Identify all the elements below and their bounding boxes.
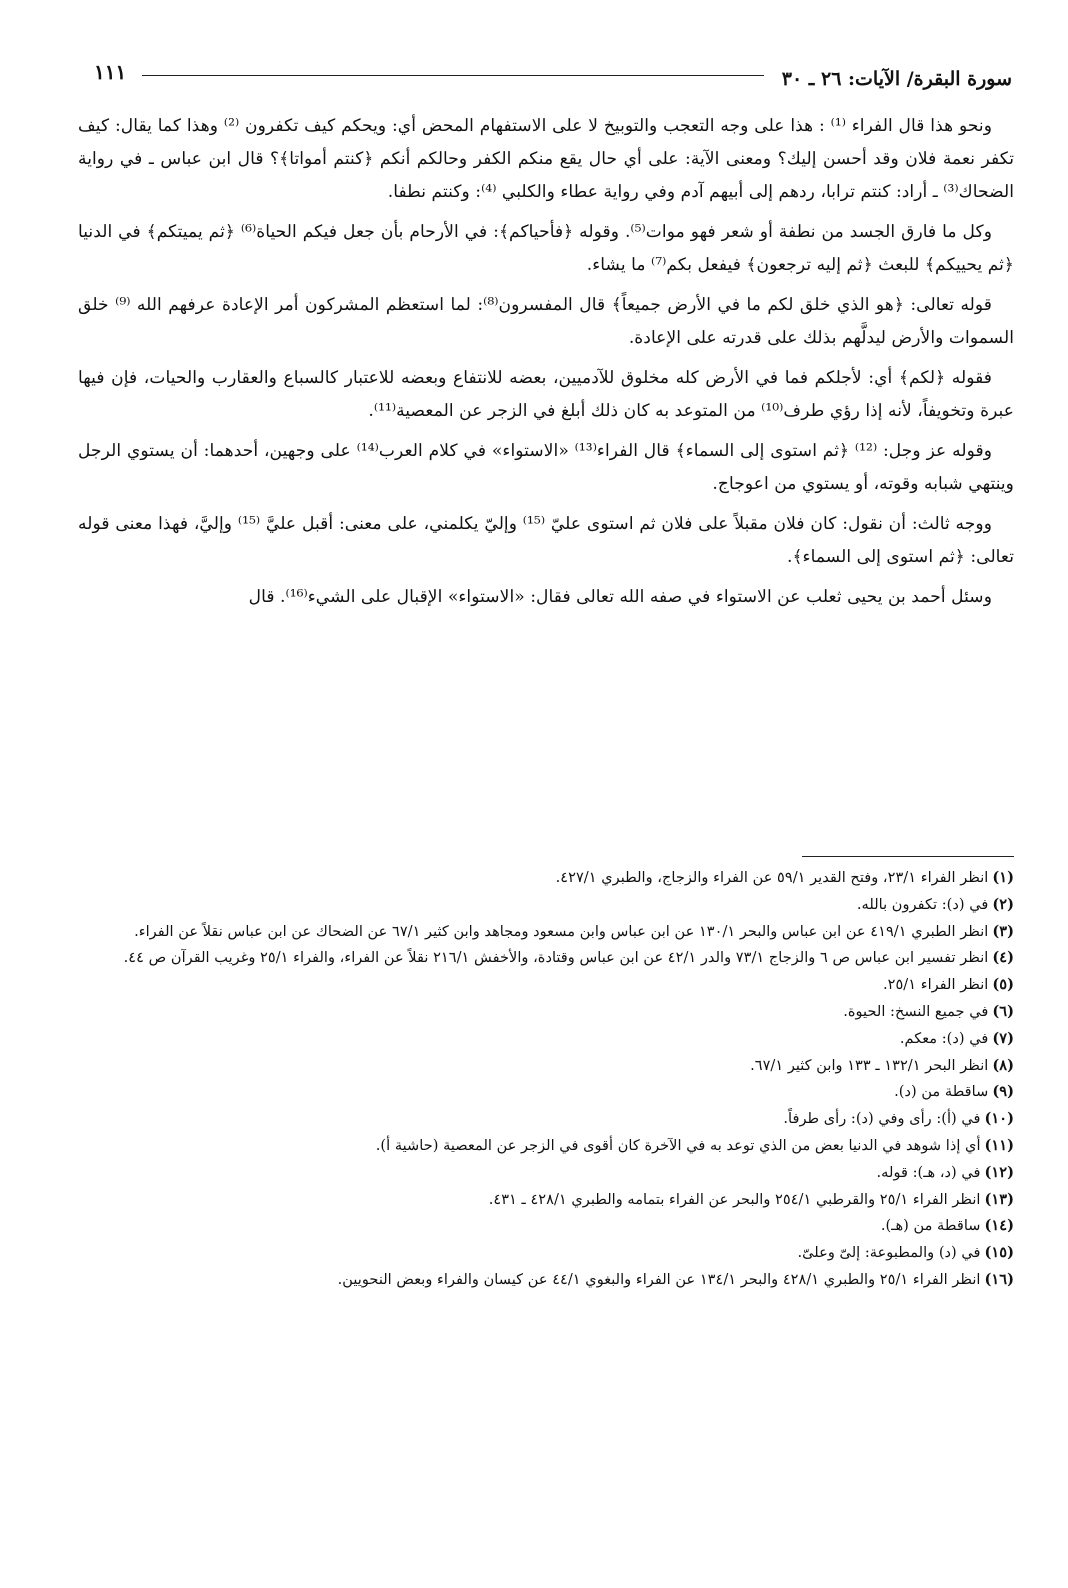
footnote-text: أي إذا شوهد في الدنيا بعض من الذي توعد به في الآخرة كان أقوى في الزجر عن المعصية (حاشية أ). xyxy=(375,1136,981,1154)
footnote xyxy=(78,1268,1014,1292)
footnote-number: (١٦) xyxy=(984,1270,1014,1288)
footnote-number: (٦) xyxy=(992,1002,1014,1020)
footnote-number: (٥) xyxy=(992,976,1014,994)
footnote xyxy=(78,920,1014,944)
footnote-number: (٢) xyxy=(992,895,1014,913)
footnote-text: انظر البحر ١٣٢/١ ـ ١٣٣ وابن كثير ٦٧/١. xyxy=(750,1056,989,1074)
footnote-text: انظر الفراء ٢٥/١. xyxy=(882,976,989,994)
footnote-number: (١٣) xyxy=(984,1190,1014,1208)
main-text xyxy=(78,110,1014,621)
footnote-text: ساقطة من (د). xyxy=(894,1083,989,1101)
footnote-text: في (أ): رأى وفي (د): رأى طرفاً. xyxy=(783,1110,981,1128)
footnote-text: انظر تفسير ابن عباس ص ٦ والزجاج ٧٣/١ والدر ٤٢/١ عن ابن عباس وقتادة، والأخفش ٢١٦/١ نقلاً عن الفراء، والفراء ٢٥/١ وغريب القرآن ص ٤٤. xyxy=(123,949,989,967)
footnote-separator xyxy=(802,856,1014,857)
footnote xyxy=(78,1188,1014,1212)
footnote xyxy=(78,893,1014,917)
paragraph: وسئل أحمد بن يحيى ثعلب عن الاستواء في صفه الله تعالى فقال: «الاستواء» الإقبال على الشيء⁽¹⁶⁾. قال xyxy=(248,587,992,607)
footnote xyxy=(78,1241,1014,1265)
footnote-number: (٣) xyxy=(992,922,1014,940)
footnote-number: (١٠) xyxy=(984,1110,1014,1128)
footnote xyxy=(78,866,1014,890)
footnote xyxy=(78,1080,1014,1104)
footnote xyxy=(78,1107,1014,1131)
footnote-text: انظر الفراء ٢٣/١، وفتح القدير ٥٩/١ عن الفراء والزجاج، والطبري ٤٢٧/١. xyxy=(555,869,989,886)
footnote-number: (٩) xyxy=(992,1083,1014,1101)
page-number: ١١١ xyxy=(94,60,127,84)
footnote-text: انظر الطبري ٤١٩/١ عن ابن عباس والبحر ١٣٠/١ عن ابن عباس وابن مسعود ومجاهد وابن كثير ٦٧/١ عن الضحاك عن ابن عباس نقلاً عن الفراء. xyxy=(134,922,989,940)
header-rule xyxy=(142,75,764,76)
footnote xyxy=(78,973,1014,997)
footnote xyxy=(78,1027,1014,1051)
paragraph: ووجه ثالث: أن نقول: كان فلان مقبلاً على فلان ثم استوى عليّ ⁽¹⁵⁾ وإليّ يكلمني، على معنى: أقبل عليَّ ⁽¹⁵⁾ وإليَّ، فهذا معنى قوله تعالى: ﴿ثم استوى إلى السماء﴾. xyxy=(78,514,1014,567)
footnote-number: (١١) xyxy=(984,1136,1014,1154)
footnote-number: (١) xyxy=(992,869,1014,886)
footnote-number: (١٥) xyxy=(984,1244,1014,1262)
footnotes xyxy=(78,866,1014,1295)
running-title: سورة البقرة/ الآيات: ٢٦ ـ ٣٠ xyxy=(781,68,1012,90)
footnote xyxy=(78,1054,1014,1078)
footnote xyxy=(78,1214,1014,1238)
footnote-number: (٧) xyxy=(992,1029,1014,1047)
footnote-text: انظر الفراء ٢٥/١ والقرطبي ٢٥٤/١ والبحر عن الفراء بتمامه والطبري ٤٢٨/١ ـ ٤٣١. xyxy=(488,1190,981,1208)
paragraph: وكل ما فارق الجسد من نطفة أو شعر فهو موات⁽⁵⁾. وقوله ﴿فأحياكم﴾: في الأرحام بأن جعل فيكم الحياة⁽⁶⁾ ﴿ثم يميتكم﴾ في الدنيا ﴿ثم يحييكم﴾ للبعث ﴿ثم إليه ترجعون﴾ فيفعل بكم⁽⁷⁾ ما يشاء. xyxy=(78,222,1014,275)
paragraph: ونحو هذا قال الفراء ⁽¹⁾ : هذا على وجه التعجب والتوبيخ لا على الاستفهام المحض أي: ويحكم كيف تكفرون ⁽²⁾ وهذا كما يقال: كيف تكفر نعمة فلان وقد أحسن إليك؟ ومعنى الآية: على أي حال يقع منكم الكفر وحالكم أنكم ﴿كنتم أمواتا﴾؟ قال ابن عباس ـ في رواية الضحاك⁽³⁾ ـ أراد: كنتم ترابا، ردهم إلى أبيهم آدم وفي رواية عطاء والكلبي ⁽⁴⁾: وكنتم نطفا. xyxy=(78,116,1014,202)
footnote-text: في (د): تكفرون بالله. xyxy=(856,895,989,913)
footnote xyxy=(78,1134,1014,1158)
footnote-text: ساقطة من (هـ). xyxy=(880,1217,981,1235)
footnote-text: في (د): معكم. xyxy=(899,1029,989,1047)
footnote xyxy=(78,1000,1014,1024)
footnote-number: (١٤) xyxy=(984,1217,1014,1235)
footnote-text: انظر الفراء ٢٥/١ والطبري ٤٢٨/١ والبحر ١٣٤/١ عن الفراء والبغوي ٤٤/١ عن كيسان والفراء وبعض النحويين. xyxy=(337,1270,981,1288)
page-header xyxy=(80,60,1012,100)
paragraph: وقوله عز وجل: ⁽¹²⁾ ﴿ثم استوى إلى السماء﴾ قال الفراء⁽¹³⁾ «الاستواء» في كلام العرب⁽¹⁴⁾ على وجهين، أحدهما: أن يستوي الرجل وينتهي شبابه وقوته، أو يستوي من اعوجاج. xyxy=(78,441,1014,494)
footnote-text: في (د) والمطبوعة: إلىّ وعلىّ. xyxy=(797,1244,981,1262)
footnote-number: (٨) xyxy=(992,1056,1014,1074)
footnote-number: (٤) xyxy=(992,949,1014,967)
footnote-number: (١٢) xyxy=(984,1163,1014,1181)
footnote-text: في (د، هـ): قوله. xyxy=(876,1163,981,1181)
footnote-text: في جميع النسخ: الحيوة. xyxy=(843,1002,989,1020)
footnote xyxy=(78,1161,1014,1185)
footnote xyxy=(78,946,1014,970)
paragraph: فقوله ﴿لكم﴾ أي: لأجلكم فما في الأرض كله مخلوق للآدميين، بعضه للانتفاع وبعضه للاعتبار كالسباع والعقارب والحيات، فإن فيها عبرة وتخويفاً، لأنه إذا رؤي طرف⁽¹⁰⁾ من المتوعد به كان ذلك أبلغ في الزجر عن المعصية⁽¹¹⁾. xyxy=(78,368,1014,421)
paragraph: قوله تعالى: ﴿هو الذي خلق لكم ما في الأرض جميعاً﴾ قال المفسرون⁽⁸⁾: لما استعظم المشركون أمر الإعادة عرفهم الله ⁽⁹⁾ خلق السموات والأرض ليدلَّهم بذلك على قدرته على الإعادة. xyxy=(78,295,1014,348)
